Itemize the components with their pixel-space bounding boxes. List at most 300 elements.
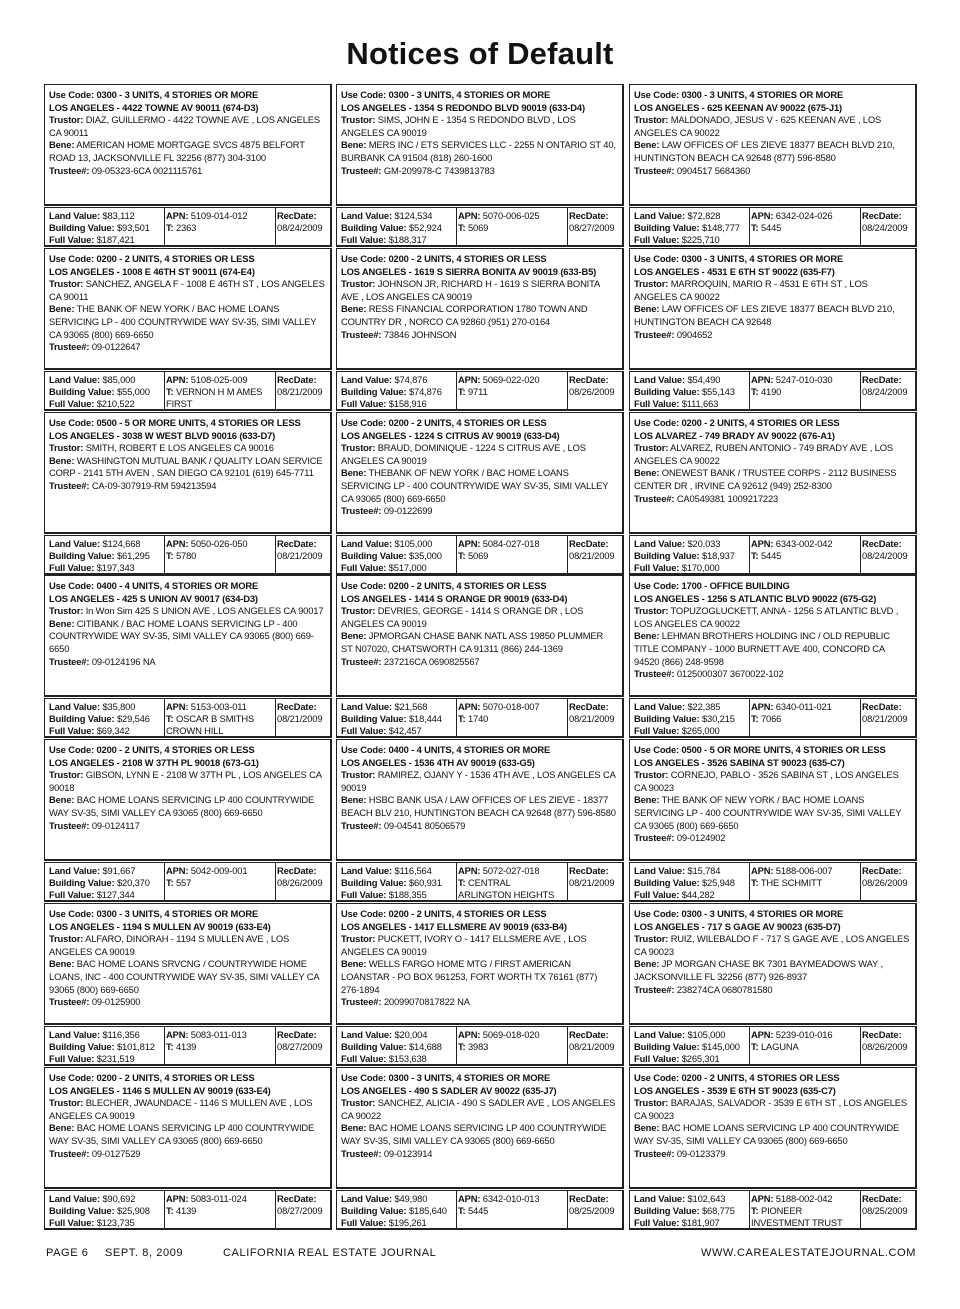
valuation-box — [44, 698, 332, 738]
land-value-label: Land Value: — [341, 210, 392, 221]
use-code: Use Code: 0400 - 4 UNITS, 4 STORIES OR MORE — [49, 580, 259, 591]
building-value-value: $35,000 — [408, 550, 442, 562]
trustor-value: MALDONADO, JESUS V - 625 KEENAN AVE , LOS ANGELES CA 90022 — [634, 114, 882, 138]
full-value-label: Full Value: — [341, 398, 387, 410]
notice-text — [630, 740, 915, 845]
beneficiary-value: LEHMAN BROTHERS HOLDING INC / OLD REPUBLIC TITLE COMPANY - 1000 BURNETT AVE 400, CONCORD CA 94520 (866) 248-9598 — [634, 630, 890, 667]
column-divider — [567, 208, 568, 245]
building-value — [634, 550, 752, 562]
trustee-number — [341, 1148, 617, 1161]
recdate-column — [277, 1193, 329, 1217]
full-value-value: $44,282 — [681, 889, 715, 901]
beneficiary — [634, 794, 910, 832]
trustor-label: Trustor: — [341, 278, 376, 290]
tract-value: VERNON H M AMES FIRST — [166, 386, 263, 410]
valuation-box — [629, 1026, 917, 1066]
apn-column — [166, 1193, 272, 1217]
notice-details — [336, 84, 624, 206]
notice-details — [336, 903, 624, 1025]
notice-text — [45, 85, 330, 177]
land-value-label: Land Value: — [49, 1193, 100, 1204]
building-value-value: $18,444 — [408, 713, 442, 725]
column-divider — [567, 863, 568, 900]
building-value — [634, 713, 752, 725]
notice-text — [630, 85, 915, 177]
apn-column — [751, 538, 857, 562]
building-value-value: $55,143 — [701, 386, 735, 398]
land-value-value: $35,800 — [102, 701, 136, 712]
notice-text — [45, 413, 330, 493]
building-value-label: Building Value: — [341, 713, 407, 725]
valuation-box — [336, 535, 624, 575]
valuation-box — [44, 862, 332, 902]
column-divider — [456, 699, 457, 736]
trustee-number-value: 09-0122699 — [383, 505, 433, 517]
full-value-label: Full Value: — [341, 1053, 387, 1065]
values-column — [634, 374, 752, 411]
building-value — [49, 1205, 167, 1217]
apn-value: 6342-024-026 — [775, 210, 833, 221]
land-value — [634, 701, 752, 713]
trustee-number-label: Trustee#: — [341, 505, 382, 517]
land-value-label: Land Value: — [341, 374, 392, 385]
notice-text — [337, 576, 622, 668]
beneficiary-label: Bene: — [634, 1122, 660, 1134]
trustor — [49, 769, 325, 794]
notice-details — [336, 575, 624, 697]
recdate-column — [862, 538, 914, 562]
trustee-number — [49, 820, 325, 833]
column-divider — [567, 1191, 568, 1228]
land-value — [341, 1193, 459, 1205]
building-value — [634, 386, 752, 398]
tract-value: 3983 — [467, 1041, 489, 1053]
beneficiary-label: Bene: — [634, 794, 660, 806]
use-code: Use Code: 0300 - 3 UNITS, 4 STORIES OR MORE — [634, 89, 844, 100]
values-column — [341, 374, 459, 411]
tract-value: 5780 — [175, 550, 197, 562]
apn — [458, 538, 564, 550]
column-divider — [164, 208, 165, 245]
apn-label: APN: — [751, 374, 774, 385]
building-value-value: $14,688 — [408, 1041, 442, 1053]
notice-details — [44, 903, 332, 1025]
beneficiary — [49, 139, 325, 164]
building-value — [634, 222, 752, 234]
land-value — [49, 1193, 167, 1205]
recdate-label: RecDate: — [277, 865, 317, 876]
land-value-label: Land Value: — [634, 1193, 685, 1204]
trustor — [341, 1097, 617, 1122]
recdate-column — [569, 1029, 621, 1053]
apn-label: APN: — [751, 210, 774, 221]
full-value — [634, 1053, 752, 1065]
column-divider — [860, 536, 861, 573]
trustee-number — [634, 668, 910, 681]
full-value-label: Full Value: — [634, 562, 680, 574]
trustor-value: MARROQUIN, MARIO R - 4531 E 6TH ST , LOS ANGELES CA 90022 — [634, 278, 868, 302]
tract-value: 5445 — [760, 550, 782, 562]
beneficiary — [49, 455, 325, 480]
tract-label: T: — [166, 550, 174, 562]
trustor-value: DEVRIES, GEORGE - 1414 S ORANGE DR , LOS ANGELES CA 90019 — [341, 605, 584, 629]
trustor — [634, 442, 910, 467]
tract — [751, 386, 857, 398]
beneficiary-value: RESS FINANCIAL CORPORATION 1780 TOWN AND COUNTRY DR , NORCO CA 92860 (951) 270-0164 — [341, 303, 588, 327]
land-value-label: Land Value: — [634, 1029, 685, 1040]
full-value — [341, 1053, 459, 1065]
full-value-value: $158,916 — [388, 398, 427, 410]
apn-column — [166, 538, 272, 562]
recdate-label: RecDate: — [569, 865, 609, 876]
beneficiary-value: BAC HOME LOANS SERVICING LP 400 COUNTRYWIDE WAY SV-35, SIMI VALLEY CA 93065 (800) 669-6650 — [634, 1122, 900, 1146]
trustee-number-label: Trustee#: — [634, 668, 675, 680]
column-divider — [164, 1191, 165, 1228]
property-location: LOS ANGELES - 1354 S REDONDO BLVD 90019 (633-D4) — [341, 101, 585, 113]
trustee-number — [49, 656, 325, 669]
apn-column — [458, 374, 564, 398]
tract — [458, 1041, 564, 1053]
building-value-value: $101,812 — [116, 1041, 155, 1053]
apn-column — [166, 865, 272, 889]
use-code: Use Code: 0200 - 2 UNITS, 4 STORIES OR LESS — [341, 580, 547, 591]
tract-value: 5069 — [467, 550, 489, 562]
column-divider — [275, 1191, 276, 1228]
full-value-value: $188,317 — [388, 234, 427, 246]
values-column — [634, 701, 752, 738]
column-divider — [164, 863, 165, 900]
trustor-label: Trustor: — [49, 442, 84, 454]
apn-value: 6342-010-013 — [482, 1193, 540, 1204]
notice-entry — [44, 248, 333, 412]
recdate-label: RecDate: — [277, 538, 317, 549]
notice-entry — [44, 84, 333, 248]
tract-label: T: — [166, 713, 174, 725]
apn-label: APN: — [166, 374, 189, 385]
trustor-value: DIAZ, GUILLERMO - 4422 TOWNE AVE , LOS ANGELES CA 90011 — [49, 114, 321, 138]
valuation-box — [44, 535, 332, 575]
notice-entry — [629, 84, 918, 248]
notice-entry — [336, 248, 625, 412]
recdate-value: 08/26/2009 — [862, 877, 908, 889]
building-value-label: Building Value: — [341, 222, 407, 234]
building-value — [49, 222, 167, 234]
building-value — [341, 1041, 459, 1053]
land-value-label: Land Value: — [341, 1193, 392, 1204]
property-location: LOS ANGELES - 717 S GAGE AV 90023 (635-D7) — [634, 920, 841, 932]
trustor-label: Trustor: — [634, 933, 669, 945]
full-value-value: $123,735 — [96, 1217, 135, 1229]
trustee-number-value: 0125000307 3670022-102 — [676, 668, 784, 680]
land-value-label: Land Value: — [341, 701, 392, 712]
notice-entry — [336, 84, 625, 248]
column-divider — [275, 208, 276, 245]
trustee-number — [341, 329, 617, 342]
recdate-column — [862, 701, 914, 725]
apn-label: APN: — [458, 865, 481, 876]
building-value-value: $148,777 — [701, 222, 740, 234]
full-value-value: $265,301 — [681, 1053, 720, 1065]
notice-text — [630, 249, 915, 341]
beneficiary-label: Bene: — [49, 1122, 75, 1134]
tract-value: 9711 — [467, 386, 488, 398]
full-value-value: $210,522 — [96, 398, 135, 410]
use-code: Use Code: 0200 - 2 UNITS, 4 STORIES OR LESS — [341, 253, 547, 264]
trustee-number-label: Trustee#: — [634, 492, 675, 504]
column-divider — [456, 1191, 457, 1228]
apn — [166, 701, 272, 713]
notice-details — [629, 575, 917, 697]
building-value-label: Building Value: — [634, 1041, 700, 1053]
building-value — [341, 1205, 459, 1217]
apn — [458, 865, 564, 877]
full-value-value: $265,000 — [681, 725, 720, 737]
apn-value: 5188-006-007 — [775, 865, 833, 876]
tract — [166, 1205, 272, 1217]
apn-label: APN: — [166, 865, 189, 876]
apn — [751, 701, 857, 713]
use-code: Use Code: 0200 - 2 UNITS, 4 STORIES OR LESS — [49, 744, 255, 755]
beneficiary — [341, 139, 617, 164]
notice-text — [337, 740, 622, 832]
beneficiary-label: Bene: — [341, 139, 367, 151]
use-code: Use Code: 0500 - 5 OR MORE UNITS, 4 STORIES OR LESS — [634, 744, 886, 755]
tract — [166, 386, 272, 410]
apn-value: 5083-011-024 — [190, 1193, 247, 1204]
trustor — [634, 933, 910, 958]
notice-text — [45, 740, 330, 832]
building-value — [49, 1041, 167, 1053]
tract — [458, 1205, 564, 1217]
recdate-column — [277, 701, 329, 725]
notice-text — [45, 904, 330, 1009]
valuation-box — [336, 371, 624, 411]
trustor — [634, 1097, 910, 1122]
recdate-value: 08/27/2009 — [277, 1205, 323, 1217]
recdate-value: 08/27/2009 — [569, 222, 615, 234]
full-value-label: Full Value: — [49, 1053, 95, 1065]
beneficiary — [49, 618, 325, 656]
beneficiary-value: JPMORGAN CHASE BANK NATL ASS 19850 PLUMMER ST N07020, CHATSWORTH CA 91311 (866) 244-1369 — [341, 630, 604, 654]
recdate-label: RecDate: — [277, 374, 317, 385]
column-divider — [275, 1027, 276, 1064]
beneficiary-value: THE BANK OF NEW YORK / BAC HOME LOANS SERVICING LP - 400 COUNTRYWIDE WAY SV-35, SIMI VALLEY CA 93065 (800) 669-6650 — [634, 794, 902, 831]
trustee-number-label: Trustee#: — [49, 996, 90, 1008]
column-divider — [567, 1027, 568, 1064]
beneficiary-value: ONEWEST BANK / TRUSTEE CORPS - 2112 BUSINESS CENTER DR , IRVINE CA 92612 (949) 252-8300 — [634, 467, 897, 491]
tract-value: 557 — [175, 877, 192, 889]
property-location: LOS ANGELES - 1536 4TH AV 90019 (633-G5) — [341, 756, 535, 768]
building-value — [341, 222, 459, 234]
column-divider — [860, 208, 861, 245]
tract-label: T: — [458, 713, 466, 725]
trustee-number-label: Trustee#: — [49, 164, 90, 176]
notice-details — [44, 1067, 332, 1189]
apn-label: APN: — [751, 1193, 774, 1204]
valuation-box — [336, 862, 624, 902]
land-value-value: $85,000 — [102, 374, 136, 385]
trustor — [49, 114, 325, 139]
valuation-box — [629, 207, 917, 247]
valuation-box — [44, 207, 332, 247]
full-value-label: Full Value: — [49, 1217, 95, 1229]
column-divider — [860, 1191, 861, 1228]
values-column — [49, 210, 167, 247]
full-value — [634, 725, 752, 737]
tract-value: THE SCHMITT — [760, 877, 823, 889]
property-location: LOS ANGELES - 1414 S ORANGE DR 90019 (633-D4) — [341, 592, 568, 604]
tract-value: 5445 — [760, 222, 782, 234]
full-value-label: Full Value: — [634, 1053, 680, 1065]
beneficiary-label: Bene: — [49, 454, 75, 466]
beneficiary-label: Bene: — [341, 1122, 367, 1134]
values-column — [634, 210, 752, 247]
building-value-label: Building Value: — [634, 386, 700, 398]
notice-details — [629, 903, 917, 1025]
full-value — [341, 1217, 459, 1229]
apn-value: 5109-014-012 — [190, 210, 248, 221]
trustee-number — [49, 480, 325, 493]
column-divider — [749, 372, 750, 409]
trustor — [49, 933, 325, 958]
trustor-label: Trustor: — [634, 114, 669, 126]
valuation-box — [44, 1190, 332, 1230]
tract-label: T: — [751, 222, 759, 234]
apn-label: APN: — [166, 538, 189, 549]
tract-label: T: — [458, 386, 466, 398]
beneficiary-value: MERS INC / ETS SERVICES LLC - 2255 N ONTARIO ST 40, BURBANK CA 91504 (818) 260-1600 — [341, 139, 616, 163]
land-value-value: $90,692 — [102, 1193, 136, 1204]
notice-details — [44, 412, 332, 534]
apn — [458, 210, 564, 222]
land-value-value: $102,643 — [687, 1193, 726, 1204]
values-column — [341, 1029, 459, 1066]
property-location: LOS ANGELES - 3526 SABINA ST 90023 (635-C7) — [634, 756, 845, 768]
valuation-box — [629, 371, 917, 411]
trustee-number — [341, 996, 617, 1009]
column-divider — [164, 699, 165, 736]
recdate-value: 08/25/2009 — [569, 1205, 615, 1217]
footer-website: WWW.CAREALESTATEJOURNAL.COM — [700, 1247, 916, 1259]
tract-label: T: — [751, 386, 759, 398]
apn-label: APN: — [458, 701, 481, 712]
full-value-value: $225,710 — [681, 234, 720, 246]
land-value-value: $20,033 — [687, 538, 721, 549]
apn — [458, 1193, 564, 1205]
apn-column — [751, 701, 857, 725]
land-value-value: $124,668 — [102, 538, 141, 549]
trustee-number-label: Trustee#: — [634, 983, 675, 995]
use-code: Use Code: 1700 - OFFICE BUILDING — [634, 580, 790, 591]
trustee-number-value: 0904517 5684360 — [676, 164, 751, 176]
beneficiary — [49, 1122, 325, 1147]
apn — [751, 538, 857, 550]
notice-details — [629, 739, 917, 861]
use-code: Use Code: 0300 - 3 UNITS, 4 STORIES OR MORE — [341, 89, 551, 100]
tract-value: 4139 — [175, 1205, 197, 1217]
building-value-value: $93,501 — [116, 222, 150, 234]
column-divider — [164, 372, 165, 409]
beneficiary-value: WELLS FARGO HOME MTG / FIRST AMERICAN LOANSTAR - PO BOX 961253, FORT WORTH TX 76161 (877) 276-1894 — [341, 958, 598, 995]
beneficiary-value: WASHINGTON MUTUAL BANK / QUALITY LOAN SERVICE CORP - 2141 5TH AVEN , SAN DIEGO CA 92101 (619) 645-7711 — [49, 454, 323, 479]
trustee-number-label: Trustee#: — [49, 479, 90, 491]
notice-text — [45, 249, 330, 354]
recdate-label: RecDate: — [862, 538, 902, 549]
notice-entry — [336, 1067, 625, 1231]
tract-value: LAGUNA — [760, 1041, 799, 1053]
land-value — [341, 538, 459, 550]
beneficiary-label: Bene: — [49, 139, 75, 151]
beneficiary — [49, 303, 325, 341]
trustee-number-label: Trustee#: — [49, 341, 90, 353]
tract-value: 2363 — [175, 222, 197, 234]
recdate-column — [862, 210, 914, 234]
full-value-value: $42,457 — [388, 725, 422, 737]
trustee-number-value: 09-0122647 — [91, 341, 141, 353]
full-value — [634, 234, 752, 246]
trustee-number — [634, 493, 910, 506]
notice-text — [337, 249, 622, 341]
tract — [751, 1205, 857, 1229]
trustor-label: Trustor: — [49, 1097, 84, 1109]
trustor — [49, 605, 325, 618]
land-value-value: $91,667 — [102, 865, 136, 876]
values-column — [341, 865, 459, 902]
recdate-label: RecDate: — [569, 538, 609, 549]
recdate-column — [277, 865, 329, 889]
apn-column — [458, 865, 564, 902]
land-value — [49, 538, 167, 550]
trustee-number-label: Trustee#: — [341, 996, 382, 1008]
trustor-value: RUIZ, WILEBALDO F - 717 S GAGE AVE , LOS ANGELES CA 90023 — [634, 933, 910, 957]
notice-entry — [44, 412, 333, 576]
apn-label: APN: — [166, 210, 189, 221]
beneficiary — [634, 958, 910, 983]
beneficiary — [341, 794, 617, 819]
trustee-number-value: 238274CA 0680781580 — [676, 983, 773, 995]
tract-label: T: — [166, 1205, 174, 1217]
tract-label: T: — [166, 386, 174, 398]
building-value-label: Building Value: — [49, 1041, 115, 1053]
apn-value: 5083-011-013 — [190, 1029, 247, 1040]
land-value-value: $20,004 — [394, 1029, 428, 1040]
apn-value: 5070-006-025 — [482, 210, 540, 221]
values-column — [634, 1029, 752, 1066]
trustor — [634, 605, 910, 630]
recdate-column — [277, 538, 329, 562]
building-value — [341, 877, 459, 889]
building-value — [341, 550, 459, 562]
notice-entry — [629, 739, 918, 903]
footer-page-number: PAGE 6 — [46, 1247, 89, 1259]
trustor-label: Trustor: — [49, 933, 84, 945]
land-value-label: Land Value: — [634, 374, 685, 385]
building-value-value: $145,000 — [701, 1041, 740, 1053]
land-value — [341, 374, 459, 386]
property-location: LOS ANGELES - 4422 TOWNE AV 90011 (674-D3) — [49, 101, 259, 113]
apn — [166, 374, 272, 386]
recdate-value: 08/21/2009 — [569, 877, 615, 889]
full-value-value: $188,355 — [388, 889, 427, 901]
trustor-label: Trustor: — [634, 1097, 669, 1109]
full-value-value: $197,343 — [96, 562, 135, 574]
trustor — [341, 769, 617, 794]
property-location: LOS ALVAREZ - 749 BRADY AV 90022 (676-A1) — [634, 429, 835, 441]
trustee-number — [341, 165, 617, 178]
tract-value: OSCAR B SMITHS CROWN HILL — [166, 713, 255, 737]
tract — [166, 713, 272, 737]
full-value-value: $127,344 — [96, 889, 135, 901]
